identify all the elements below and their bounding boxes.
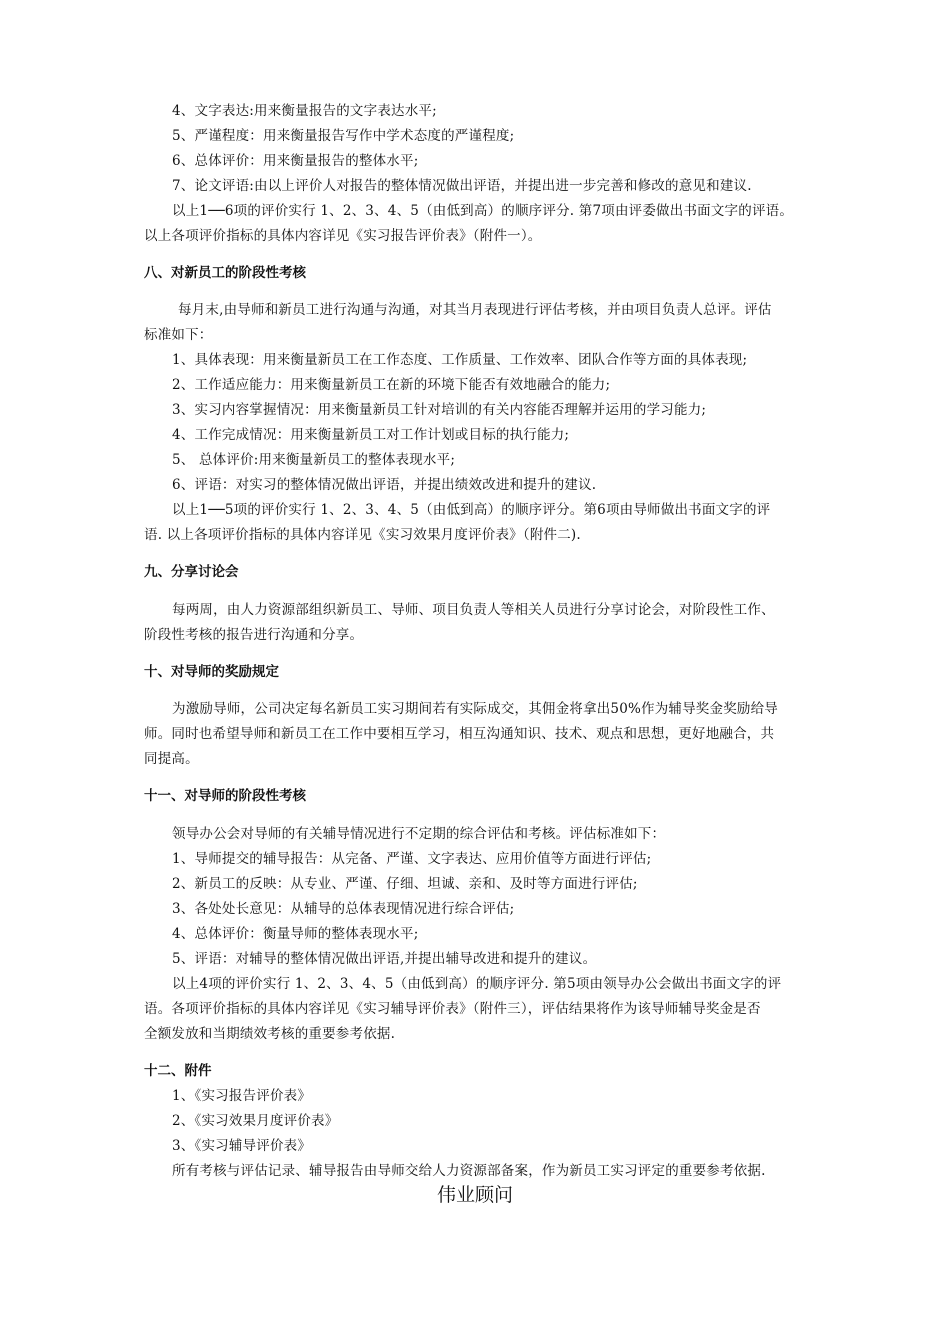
list-item: 1、具体表现：用来衡量新员工在工作态度、工作质量、工作效率、团队合作等方面的具体表现; [172,352,748,368]
section-9-heading: 九、分享讨论会 [144,564,239,580]
list-item: 3、各处处长意见：从辅导的总体表现情况进行综合评估; [172,901,515,917]
paragraph-line: 阶段性考核的报告进行沟通和分享。 [144,627,364,643]
list-item: 3、实习内容掌握情况：用来衡量新员工针对培训的有关内容能否理解并运用的学习能力; [172,402,707,418]
list-item: 4、工作完成情况：用来衡量新员工对工作计划或目标的执行能力; [172,427,570,443]
list-item: 5、评语：对辅导的整体情况做出评语,并提出辅导改进和提升的建议。 [172,951,597,967]
paragraph-line: 为激励导师，公司决定每名新员工实习期间若有实际成交，其佣金将拿出50%作为辅导奖金奖励给导 [172,701,779,717]
paragraph-line: 同提高。 [144,751,199,767]
list-item: 1、《实习报告评价表》 [172,1088,312,1104]
paragraph-line: 每两周，由人力资源部组织新员工、导师、项目负责人等相关人员进行分享讨论会，对阶段性工作、 [172,602,775,618]
section-10-heading: 十、对导师的奖励规定 [144,664,279,680]
paragraph-line: 以上1──6项的评价实行 1、2、3、4、5（由低到高）的顺序评分. 第7项由评委做出书面文字的评语。 [172,203,794,219]
paragraph-line: 领导办公会对导师的有关辅导情况进行不定期的综合评估和考核。评估标准如下： [172,826,666,842]
paragraph-line: 师。同时也希望导师和新员工在工作中要相互学习，相互沟通知识、技术、观点和思想，更好地融合，共 [144,726,775,742]
list-item: 2、新员工的反映：从专业、严谨、仔细、坦诚、亲和、及时等方面进行评估; [172,876,638,892]
list-item: 3、《实习辅导评价表》 [172,1138,312,1154]
paragraph-line: 7、论文评语:由以上评价人对报告的整体情况做出评语，并提出进一步完善和修改的意见和建议. [172,178,752,194]
paragraph-line: 5、严谨程度：用来衡量报告写作中学术态度的严谨程度; [172,128,515,144]
footer-brand: 伟业顾问 [436,1184,513,1206]
list-item: 4、总体评价：衡量导师的整体表现水平; [172,926,419,942]
list-item: 5、 总体评价:用来衡量新员工的整体表现水平; [172,452,456,468]
section-8-heading: 八、对新员工的阶段性考核 [144,265,306,281]
list-item: 2、工作适应能力：用来衡量新员工在新的环境下能否有效地融合的能力; [172,377,611,393]
paragraph-line: 以上4项的评价实行 1、2、3、4、5（由低到高）的顺序评分. 第5项由领导办公会做出书面文字的评 [172,976,782,992]
paragraph-line: 每月末,由导师和新员工进行沟通与沟通，对其当月表现进行评估考核，并由项目负责人总评。评估 [178,302,772,318]
paragraph-line: 全额发放和当期绩效考核的重要参考依据. [144,1026,396,1042]
paragraph-line: 语。各项评价指标的具体内容详见《实习辅导评价表》（附件三），评估结果将作为该导师辅导奖金是否 [144,1001,761,1017]
paragraph-line: 所有考核与评估记录、辅导报告由导师交给人力资源部备案，作为新员工实习评定的重要参考依据. [172,1163,766,1179]
paragraph-line: 语. 以上各项评价指标的具体内容详见《实习效果月度评价表》（附件二). [144,527,581,543]
section-12-heading: 十二、附件 [144,1063,212,1079]
paragraph-line: 以上1──5项的评价实行 1、2、3、4、5（由低到高）的顺序评分。第6项由导师做出书面文字的评 [172,502,771,518]
list-item: 2、《实习效果月度评价表》 [172,1113,339,1129]
list-item: 6、评语：对实习的整体情况做出评语，并提出绩效改进和提升的建议. [172,477,597,493]
section-11-heading: 十一、对导师的阶段性考核 [144,788,306,804]
paragraph-line: 标准如下： [144,327,213,343]
paragraph-line: 以上各项评价指标的具体内容详见《实习报告评价表》（附件一）。 [144,228,542,244]
paragraph-line: 4、文字表达:用来衡量报告的文字表达水平; [172,103,437,119]
list-item: 1、导师提交的辅导报告：从完备、严谨、文字表达、应用价值等方面进行评估; [172,851,652,867]
paragraph-line: 6、总体评价：用来衡量报告的整体水平; [172,153,419,169]
